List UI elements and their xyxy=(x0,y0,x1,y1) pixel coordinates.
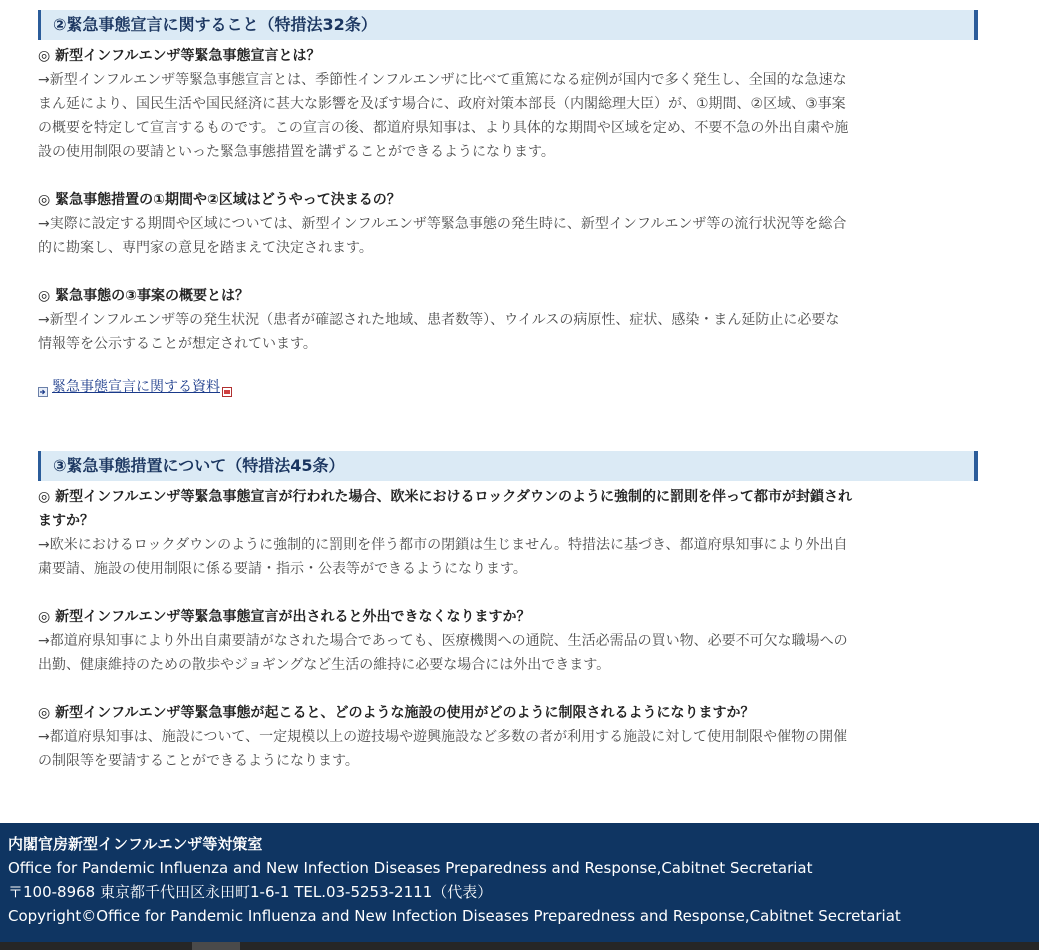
question: ますか？ xyxy=(38,513,94,529)
question: ◎ 新型インフルエンザ等緊急事態宣言が出されると外出できなくなりますか？ xyxy=(38,609,531,625)
emergency-declaration-materials-link[interactable]: 緊急事態宣言に関する資料 xyxy=(52,379,220,395)
answer-line: →実際に設定する期間や区域については、新型インフルエンザ等緊急事態の発生時に、新型インフルエンザ等の流行状況等を総合 xyxy=(38,216,847,232)
footer-address: 〒100-8968 東京都千代田区永田町1-6-1 TEL.03-5253-2111（代表） xyxy=(8,883,493,901)
answer-line: →欧米におけるロックダウンのように強制的に罰則を伴う都市の閉鎖は生じません。特措法に基づき、都道府県知事により外出自 xyxy=(38,537,848,553)
question: ◎ 新型インフルエンザ等緊急事態宣言とは？ xyxy=(38,48,321,64)
qa-item xyxy=(38,284,978,356)
link-arrow-icon xyxy=(38,382,48,392)
section-emergency-measures xyxy=(38,451,978,797)
question: ◎ 緊急事態措置の①期間や②区域はどうやって決まるの？ xyxy=(38,192,401,208)
qa-item xyxy=(38,188,978,260)
answer-line: の概要を特定して宣言するものです。この宣言の後、都道府県知事は、より具体的な期間や区域を定め、不要不急の外出自粛や施 xyxy=(38,120,849,136)
qa-item xyxy=(38,701,978,773)
answer-line: →都道府県知事は、施設について、一定規模以上の遊技場や遊興施設など多数の者が利用する施設に対して使用制限や催物の開催 xyxy=(38,729,848,745)
pdf-icon xyxy=(222,382,232,392)
answer-line: →新型インフルエンザ等緊急事態宣言とは、季節性インフルエンザに比べて重篤になる症例が国内で多く発生し、全国的な急速な xyxy=(38,72,847,88)
footer-org-en: Office for Pandemic Influenza and New Infection Diseases Preparedness and Response,Cabitnet Secretariat xyxy=(8,859,813,877)
section-heading-measures: ③緊急事態措置について（特措法45条） xyxy=(38,451,978,481)
section-heading-declaration: ②緊急事態宣言に関すること（特措法32条） xyxy=(38,10,978,40)
footer-copyright: Copyright©Office for Pandemic Influenza and New Infection Diseases Preparedness and Response,Cabitnet Secretariat xyxy=(8,907,901,925)
answer-line: の制限等を要請することができるようになります。 xyxy=(38,753,359,769)
qa-item xyxy=(38,44,978,164)
doc-link-row xyxy=(38,376,978,398)
footer-org-jp: 内閣官房新型インフルエンザ等対策室 xyxy=(8,835,263,853)
scrollbar-thumb[interactable] xyxy=(192,942,240,950)
answer-line: 粛要請、施設の使用制限に係る要請・指示・公表等ができるようになります。 xyxy=(38,561,527,577)
qa-item xyxy=(38,485,978,581)
qa-item xyxy=(38,605,978,677)
answer-line: 設の使用制限の要請といった緊急事態措置を講ずることができるようになります。 xyxy=(38,144,555,160)
answer-line: →都道府県知事により外出自粛要請がなされた場合であっても、医療機関への通院、生活必需品の買い物、必要不可欠な職場への xyxy=(38,633,848,649)
answer-line: →新型インフルエンザ等の発生状況（患者が確認された地域、患者数等）、ウイルスの病原性、症状、感染・まん延防止に必要な xyxy=(38,312,840,328)
site-footer xyxy=(0,823,1039,942)
question: ◎ 新型インフルエンザ等緊急事態が起こると、どのような施設の使用がどのように制限されるようになりますか？ xyxy=(38,705,755,721)
answer-line: 情報等を公示することが想定されています。 xyxy=(38,336,317,352)
question: ◎ 新型インフルエンザ等緊急事態宣言が行われた場合、欧米におけるロックダウンのように強制的に罰則を伴って都市が封鎖され xyxy=(38,489,852,505)
answer-line: まん延により、国民生活や国民経済に甚大な影響を及ぼす場合に、政府対策本部長（内閣総理大臣）が、①期間、②区域、③事案 xyxy=(38,96,846,112)
section-emergency-declaration xyxy=(38,10,978,398)
question: ◎ 緊急事態の③事案の概要とは？ xyxy=(38,288,249,304)
answer-line: 出勤、健康維持のための散歩やジョギングなど生活の維持に必要な場合には外出できます。 xyxy=(38,657,611,673)
answer-line: 的に勘案し、専門家の意見を踏まえて決定されます。 xyxy=(38,240,373,256)
horizontal-scrollbar[interactable] xyxy=(0,942,1039,950)
